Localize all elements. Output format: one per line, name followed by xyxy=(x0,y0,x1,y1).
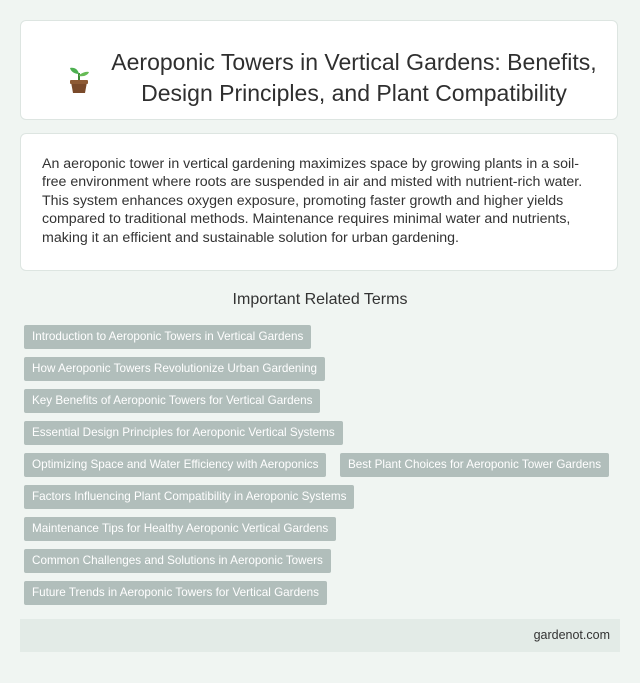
related-term-tag[interactable]: Key Benefits of Aeroponic Towers for Vertical Gardens xyxy=(24,389,320,413)
related-term-tag[interactable]: Factors Influencing Plant Compatibility in Aeroponic Systems xyxy=(24,485,354,509)
related-term-tag[interactable]: Maintenance Tips for Healthy Aeroponic Vertical Gardens xyxy=(24,517,336,541)
related-term-tag[interactable]: Common Challenges and Solutions in Aeroponic Towers xyxy=(24,549,331,573)
related-term-tag[interactable]: Future Trends in Aeroponic Towers for Vertical Gardens xyxy=(24,581,327,605)
footer xyxy=(20,619,620,652)
description-text: An aeroponic tower in vertical gardening maximizes space by growing plants in a soil-free environment where roots are suspended in air and misted with nutrient-rich water. This system enhances oxygen exposure, promoting faster growth and higher yields compared to traditional methods. Maintenance requires minimal water and nutrients, making it an efficient and sustainable solution for urban gardening. xyxy=(42,156,583,246)
related-term-tag[interactable]: Introduction to Aeroponic Towers in Vertical Gardens xyxy=(24,325,311,349)
related-term-tag[interactable]: How Aeroponic Towers Revolutionize Urban Gardening xyxy=(24,357,325,381)
footer-site-link[interactable]: gardenot.com xyxy=(533,628,610,642)
related-terms-heading: Important Related Terms xyxy=(232,291,408,308)
description-card xyxy=(20,133,618,271)
related-term-tag[interactable]: Essential Design Principles for Aeroponic Vertical Systems xyxy=(24,421,343,445)
title-card xyxy=(20,20,618,120)
related-term-tag[interactable]: Best Plant Choices for Aeroponic Tower Gardens xyxy=(340,453,609,477)
seedling-icon xyxy=(65,65,93,95)
page-title: Aeroponic Towers in Vertical Gardens: Benefits, Design Principles, and Plant Compatibility xyxy=(111,49,597,106)
related-term-tag[interactable]: Optimizing Space and Water Efficiency with Aeroponics xyxy=(24,453,326,477)
